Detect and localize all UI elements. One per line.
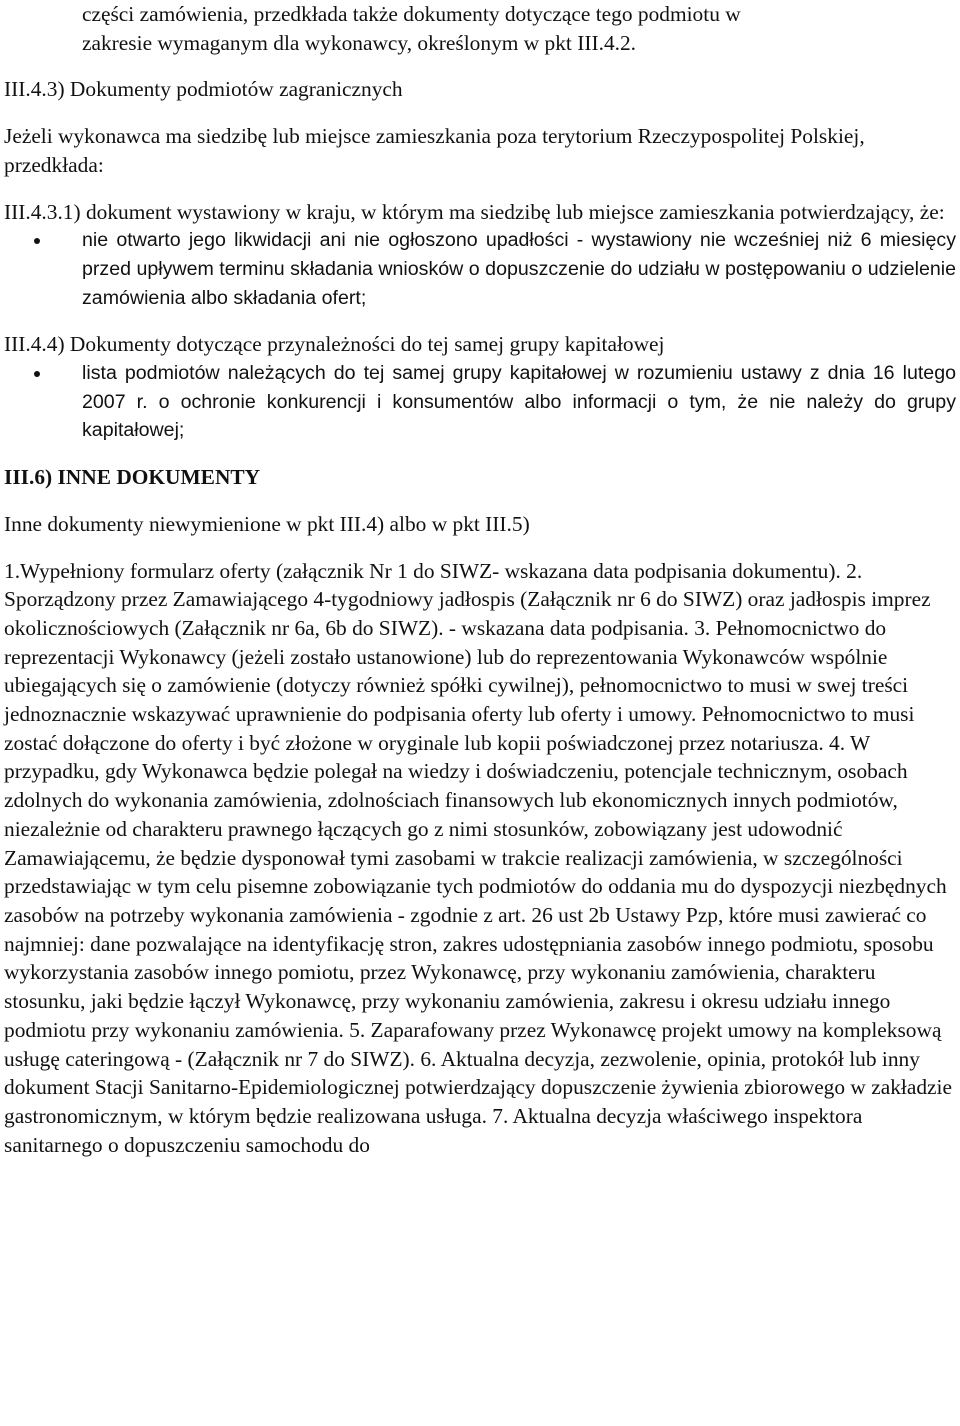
bullet-icon xyxy=(34,238,40,244)
bullet-list-liquidation xyxy=(4,226,956,312)
section-subheading-other-documents: Inne dokumenty niewymienione w pkt III.4) albo w pkt III.5) xyxy=(4,511,530,536)
bullet-list-capital-group xyxy=(4,359,956,445)
intro-paragraph xyxy=(4,0,956,57)
foreign-entities-paragraph: Jeżeli wykonawca ma siedzibę lub miejsce zamieszkania poza terytorium Rzeczypospolitej Polskiej, przedkłada: xyxy=(4,124,865,177)
bullet-text-liquidation: nie otwarto jego likwidacji ani nie ogłoszono upadłości - wystawiony nie wcześniej niż 6 miesięcy przed upływem terminu składania wniosków o dopuszczenie do udziału w postępowaniu o udzielenie zamówienia albo składania ofert; xyxy=(82,229,956,309)
list-item xyxy=(4,359,956,445)
bullet-text-capital-group: lista podmiotów należących do tej samej grupy kapitałowej w rozumieniu ustawy z dnia 16 lutego 2007 r. o ochronie konkurencji i konsumentów albo informacji o tym, że nie należy do grupy kapitałowej; xyxy=(82,362,956,442)
bullet-icon xyxy=(34,371,40,377)
section-heading-iii-6: III.6) INNE DOKUMENTY xyxy=(4,465,261,490)
subsection-iii-4-3-1: III.4.3.1) dokument wystawiony w kraju, w którym ma siedzibę lub miejsce zamieszkania potwierdzający, że: xyxy=(4,199,945,224)
section-heading-iii-4-3: III.4.3) Dokumenty podmiotów zagranicznych xyxy=(4,77,403,102)
other-documents-body: 1.Wypełniony formularz oferty (załącznik Nr 1 do SIWZ- wskazana data podpisania dokumentu). 2. Sporządzony przez Zamawiającego 4-tygodniowy jadłospis (Załącznik nr 6 do SIWZ) oraz jadłospis imprez okolicznościowych (Załącznik nr 6a, 6b do SIWZ). - wskazana data podpisania. 3. Pełnomocnictwo do reprezentacji Wykonawcy (jeżeli zostało ustanowione) lub do reprezentowania Wykonawców wspólnie ubiegających się o zamówienie (dotyczy również spółki cywilnej), pełnomocnictwo to musi w swej treści jednoznacznie wskazywać uprawnienie do podpisania oferty lub oferty i umowy. Pełnomocnictwo to musi zostać dołączone do oferty i być złożone w oryginale lub kopii poświadczonej przez notariusza. 4. W przypadku, gdy Wykonawca będzie polegał na wiedzy i doświadczeniu, potencjale technicznym, osobach zdolnych do wykonania zamówienia, zdolnościach finansowych lub ekonomicznych innych podmiotów, niezależnie od charakteru prawnego łączących go z nimi stosunków, zobowiązany jest udowodnić Zamawiającemu, że będzie dysponował tymi zasobami w trakcie realizacji zamówienia, w szczególności przedstawiając w tym celu pisemne zobowiązanie tych podmiotów do oddania mu do dyspozycji niezbędnych zasobów na potrzeby wykonania zamówienia - zgodnie z art. 26 ust 2b Ustawy Pzp, które musi zawierać co najmniej: dane pozwalające na identyfikację stron, zakres udostępniania zasobów innego podmiotu, sposobu wykorzystania zasobów innego pomiotu, przez Wykonawcę, przy wykonaniu zamówienia, charakteru stosunku, jaki będzie łączył Wykonawcę, przy wykonaniu zamówienia, zakresu i okresu udziału innego podmiotu przy wykonaniu zamówienia. 5. Zaparafowany przez Wykonawcę projekt umowy na kompleksową usługę cateringową - (Załącznik nr 7 do SIWZ). 6. Aktualna decyzja, zezwolenie, opinia, protokół lub inny dokument Stacji Sanitarno-Epidemiologicznej potwierdzający dopuszczenie żywienia zbiorowego w zakładzie gastronomicznym, w którym będzie realizowana usługa. 7. Aktualna decyzja właściwego inspektora sanitarnego o dopuszczeniu samochodu do xyxy=(4,558,952,1157)
intro-line-2: zakresie wymaganym dla wykonawcy, określonym w pkt III.4.2. xyxy=(82,30,637,55)
section-heading-iii-4-4: III.4.4) Dokumenty dotyczące przynależności do tej samej grupy kapitałowej xyxy=(4,332,665,357)
intro-line-1: części zamówienia, przedkłada także dokumenty dotyczące tego podmiotu w xyxy=(82,2,741,26)
list-item xyxy=(4,226,956,312)
